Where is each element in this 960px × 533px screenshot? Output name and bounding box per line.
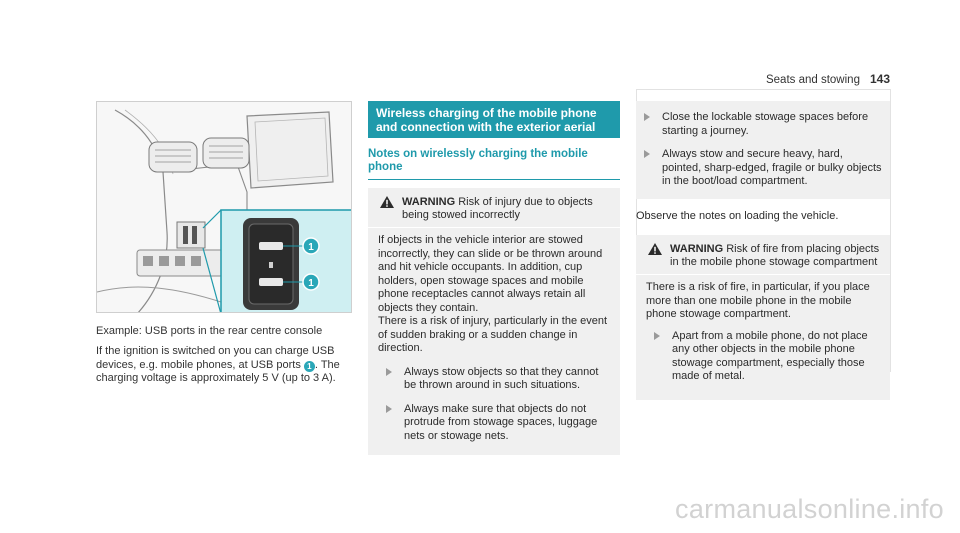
bullet-text: Close the lockable stowage spaces before starting a journey. [662,111,869,137]
warning-bullet [646,330,880,396]
warning-header [368,188,620,228]
warning-title: Risk of fire from placing objects in the mobile phone stowage compartment [670,243,880,268]
warning-paragraph-2: There is a risk of injury, particularly in the event of sudden braking or a sudden change in direction. [378,315,608,354]
warning-bullet-1 [378,366,610,393]
page-number: 143 [869,72,890,86]
figure-caption: Example: USB ports in the rear centre console [96,325,323,337]
warning-title: Risk of injury due to objects being stowed incorrectly [402,196,593,221]
bullet-text: Always stow objects so that they cannot be thrown around in such situations. [404,365,599,391]
warning-paragraph: There is a risk of fire, in particular, if you place more than one mobile phone in the mobile phone stowage compartment. [646,281,870,320]
arrow-right-icon [654,332,660,340]
usb-text-before: If the ignition is switched on you can charge USB devices, e.g. mobile phones, at USB ports [96,345,335,371]
warning-label: WARNING [670,243,724,255]
warning-bullet-2 [378,403,610,444]
callout-1-bottom [303,274,319,290]
rear-console-illustration [97,102,352,313]
watermark: carmanualsonline.info [675,494,944,524]
warning-box-objects [368,188,620,455]
observe-note: Observe the notes on loading the vehicle. [636,209,839,222]
warning-body [368,228,620,451]
column-2 [368,101,620,455]
bullet-text: Always make sure that objects do not protrude from stowage spaces, luggage nets or stowage nets. [404,402,598,442]
warning-paragraph-1: If objects in the vehicle interior are stowed incorrectly, they can slide or be thrown around and hit vehicle occupants. In addition, cup holders, open stowage spaces and mobile phone receptacles cannot always retain all objects they contain. [378,234,603,314]
usb-charging-text [96,345,352,386]
arrow-right-icon [644,113,650,121]
section-name: Seats and stowing [765,74,860,86]
callout-1-top [303,238,319,254]
arrow-right-icon [644,150,650,158]
warning-triangle-icon [648,243,662,255]
subheading: Notes on wirelessly charging the mobile phone [368,148,620,180]
arrow-right-icon [386,405,392,413]
warning-label: WARNING [402,196,456,208]
list-bullet-2 [636,148,882,189]
warning-triangle-icon [380,196,394,208]
warning-box-fire [636,235,890,400]
usb-text-after: . The charging voltage is approximately 5 V (up to 3 A). [96,358,340,384]
bullet-text: Apart from a mobile phone, do not place any other objects in the mobile phone stowage compartment, especially those made of metal. [672,329,868,382]
callout-label-bottom: 1 [308,278,314,289]
section-title: Wireless charging of the mobile phone and connection with the exterior aerial [368,101,620,138]
bullet-text: Always stow and secure heavy, hard, pointed, sharp-edged, fragile or bulky objects in the boot/load compartment. [662,148,882,187]
inline-callout-1: 1 [304,361,315,372]
arrow-right-icon [386,368,392,376]
warning-header [636,235,890,275]
continued-list [636,101,890,199]
column-1 [96,101,352,386]
column-3 [636,101,890,400]
warning-body [636,275,890,400]
page-header [766,72,890,86]
callout-label-top: 1 [308,242,314,253]
usb-ports-figure [96,101,352,313]
list-bullet-1 [636,111,882,138]
